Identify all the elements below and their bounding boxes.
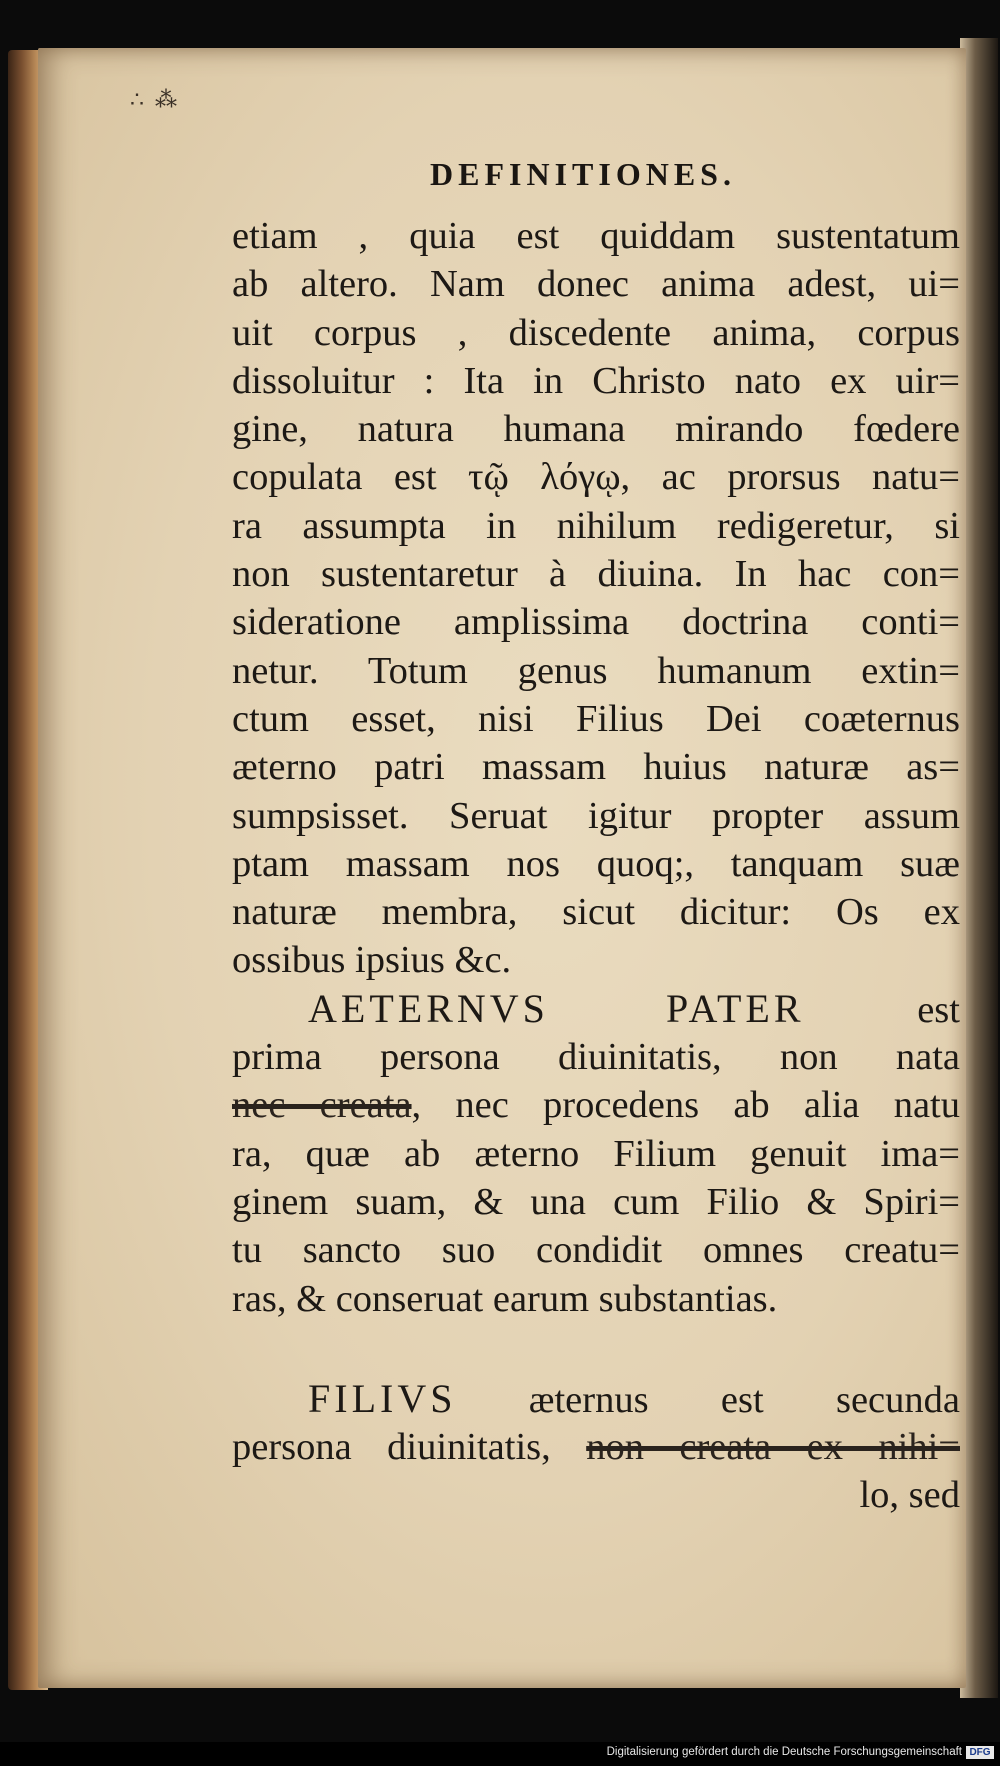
folio-mark: ∴ ⁂	[130, 88, 179, 113]
pater-heading: AETERNVS PATER	[308, 985, 805, 1031]
catchword: lo, sed	[859, 1474, 960, 1517]
pater-line-4: ra, quæ ab æterno Filium genuit ima=	[232, 1132, 960, 1175]
text-line-7: ra assumpta in nihilum redigeretur, si	[232, 504, 960, 547]
filius-line-2-start: persona diuinitatis,	[232, 1426, 587, 1469]
struck-text-2: non creata ex nihi=	[586, 1426, 960, 1469]
struck-text: nec creata	[232, 1084, 412, 1127]
dfg-logo: DFG	[966, 1746, 994, 1759]
filius-heading-line	[232, 1375, 960, 1423]
text-line-12: æterno patri massam huius naturæ as=	[232, 746, 960, 789]
text-line-15: naturæ membra, sicut dicitur: Os ex	[232, 891, 960, 934]
text-line-2: ab altero. Nam donec anima adest, ui=	[232, 263, 960, 306]
pater-line-2: prima persona diuinitatis, non nata	[232, 1036, 960, 1079]
pater-line-5: ginem suam, & una cum Filio & Spiri=	[232, 1180, 960, 1223]
text-line-1: etiam , quia est quiddam sustentatum	[232, 215, 960, 257]
page-text	[232, 212, 960, 1520]
filius-heading: FILIVS	[308, 1375, 457, 1421]
filius-line-2	[232, 1423, 960, 1471]
text-line-4: dissoluitur : Ita in Christo nato ex uir=	[232, 359, 960, 402]
text-line-16: ossibus ipsius &c.	[232, 939, 512, 982]
text-line-14: ptam massam nos quoq;, tanquam suæ	[232, 842, 960, 885]
text-line-9: sideratione amplissima doctrina conti=	[232, 601, 960, 644]
text-line-8: non sustentaretur à diuina. In hac con=	[232, 553, 960, 596]
pater-heading-rest: est	[804, 988, 960, 1031]
text-line-11: ctum esset, nisi Filius Dei coæternus	[232, 697, 960, 740]
pater-line-7: ras, & conseruat earum substantias.	[232, 1277, 778, 1320]
pater-line-6: tu sancto suo condidit omnes creatu=	[232, 1229, 960, 1272]
footer-credit: Digitalisierung gefördert durch die Deutsche Forschungsgemeinschaft	[606, 1746, 962, 1758]
text-line-6: copulata est τῷ λόγῳ, ac prorsus natu=	[232, 456, 960, 499]
paragraph-gap	[232, 1323, 960, 1375]
pater-line-3-rest: , nec procedens ab alia natu	[411, 1084, 961, 1127]
filius-heading-rest: æternus est secunda	[456, 1378, 960, 1421]
text-line-10: netur. Totum genus humanum extin=	[232, 649, 960, 692]
text-line-13: sumpsisset. Seruat igitur propter assum	[232, 794, 960, 837]
text-line-3: uit corpus , discedente anima, corpus	[232, 311, 960, 354]
pater-heading-line	[232, 985, 960, 1033]
pater-line-3	[232, 1081, 960, 1129]
running-head: DEFINITIONES.	[430, 156, 736, 192]
text-line-5: gine, natura humana mirando fœdere	[232, 408, 960, 451]
